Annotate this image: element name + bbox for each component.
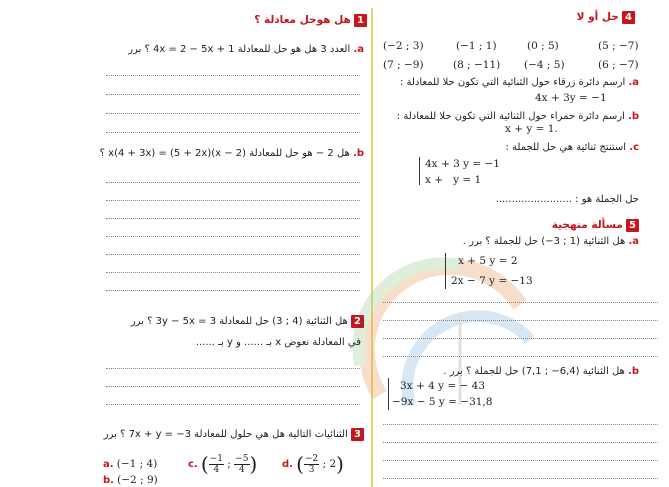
section-2-number: 2: [351, 315, 364, 328]
question-1a: [128, 44, 364, 55]
answer-line: [383, 442, 658, 443]
option-3a-marker: a.: [103, 459, 114, 470]
pair-row1-2: (−1 ; 1): [456, 40, 497, 52]
section-2-hint-text: في المعادلة نعوض x بـ ...... و y بـ ......: [195, 337, 361, 348]
option-3c-marker: c.: [188, 459, 198, 470]
answer-line: [383, 356, 658, 357]
section-2-heading: [131, 315, 364, 328]
option-3d-value2: 2: [329, 458, 337, 470]
answer-line: [106, 254, 360, 255]
section-3-text: الثنائيات التالية هل هي حلول للمعادلة 3− = 7x + y ؟ برر: [103, 429, 348, 440]
system-5b-eq2: −9x − 5 y = −31,8: [392, 396, 493, 408]
question-5a-text: هل الثنائية (1 ; 3−) حل للجملة ؟ برر .: [462, 236, 626, 247]
question-4a-marker: a.: [628, 77, 639, 88]
answer-line: [106, 386, 360, 387]
option-3d: d. ( $\frac{-2}{3}$ ; 2): [282, 452, 344, 476]
question-1b-text: هل 2 − هو حل للمعادلة (2 − x)(5 + 2x) = (4 + 3x)x ؟: [99, 148, 350, 159]
question-4b-marker: b.: [628, 111, 639, 122]
section-5-heading: [552, 219, 639, 232]
section-3-heading: [104, 428, 364, 441]
section-5-title: مسألة منهجية: [551, 219, 623, 231]
answer-line: [106, 75, 360, 76]
section-1-number: 1: [354, 14, 367, 27]
answer-line: [383, 338, 658, 339]
answer-line: [106, 368, 360, 369]
option-3b-marker: b.: [103, 475, 114, 486]
system-5b-eq1: 3x + 4 y = − 43: [400, 380, 485, 392]
answer-line: [106, 132, 360, 133]
option-3d-frac1: $\frac{-2}{3}$: [304, 453, 319, 475]
system-brace: [445, 253, 446, 289]
pair-row2-4: (6 ; −7): [598, 59, 639, 71]
answer-line: [106, 404, 360, 405]
section-2-text: هل الثنائية (4 ; 3) حل للمعادلة 3 = 3y − 5x ؟ برر: [130, 316, 348, 327]
system-4c-eq1: 4x + 3 y = −1: [425, 158, 500, 170]
section-1-heading: [254, 14, 367, 27]
answer-line: [106, 182, 360, 183]
system-4c-eq2: x + y = 1: [425, 174, 482, 186]
pair-row1-1: (−2 ; 3): [383, 40, 424, 52]
pair-row2-2: (8 ; −11): [453, 59, 501, 71]
question-5b: [443, 366, 639, 377]
question-4c-text: استنتج ثنائية هي حل للجملة :: [505, 142, 627, 153]
question-1b-marker: b.: [353, 148, 364, 159]
question-4a-text: ارسم دائرة زرقاء حول الثنائية التي تكون حلا للمعادلة :: [399, 77, 626, 88]
section-1-title: هل هوحل معادلة ؟: [254, 14, 351, 26]
question-4c-answer: [496, 194, 639, 205]
answer-line: [106, 94, 360, 95]
section-3-number: 3: [351, 428, 364, 441]
question-5a-marker: a.: [628, 236, 639, 247]
question-4c-answer-text: حل الجملة هو : ........................: [495, 194, 639, 205]
pair-row2-1: (7 ; −9): [383, 59, 424, 71]
section-4-title: حل أو لا: [576, 11, 619, 23]
option-3d-marker: d.: [282, 459, 293, 470]
option-3c: c. ( $\frac{-1}{4}$ ; $\frac{-5}{4}$ ): [188, 452, 258, 476]
answer-line: [106, 218, 360, 219]
option-3c-frac1: $\frac{-1}{4}$: [209, 453, 224, 475]
system-brace: [388, 378, 389, 410]
question-4b-equation: x + y = 1.: [505, 123, 558, 135]
question-5b-text: هل الثنائية (6,4− ; 7,1) حل للجملة ؟ برر .: [443, 366, 625, 377]
system-5a-eq2: 2x − 7 y = −13: [451, 275, 533, 287]
question-1a-marker: a.: [353, 44, 364, 55]
option-3a: [103, 458, 157, 470]
section-5-number: 5: [626, 219, 639, 232]
pair-row1-4: (5 ; −7): [598, 40, 639, 52]
question-4c-marker: c.: [629, 142, 639, 153]
answer-line: [106, 113, 360, 114]
question-1b: [100, 148, 364, 159]
pair-row1-3: (0 ; 5): [527, 40, 559, 52]
option-3a-value: (−1 ; 4): [116, 458, 158, 470]
answer-line: [106, 272, 360, 273]
question-1a-text: العدد 3 هل هو حل للمعادلة 1 + 4x = 2 − 5x ؟ برر: [128, 44, 351, 55]
section-4-number: 4: [622, 11, 635, 24]
question-4b: [397, 111, 639, 122]
answer-line: [106, 290, 360, 291]
question-4a-equation: 4x + 3y = −1: [535, 92, 607, 104]
question-4c: [505, 142, 639, 153]
system-brace: [419, 157, 420, 185]
section-2-hint: [196, 337, 361, 348]
section-4-heading: [577, 11, 635, 24]
answer-line: [383, 478, 658, 479]
answer-line: [383, 320, 658, 321]
option-3b: [103, 474, 158, 486]
answer-line: [383, 302, 658, 303]
answer-line: [106, 236, 360, 237]
system-5a-eq1: x + 5 y = 2: [458, 255, 518, 267]
answer-line: [106, 200, 360, 201]
option-3c-frac2: $\frac{-5}{4}$: [235, 453, 249, 475]
pair-row2-3: (−4 ; 5): [524, 59, 565, 71]
answer-line: [383, 460, 658, 461]
question-4b-text: ارسم دائرة حمراء حول الثنائية التي تكون حلا للمعادلة :: [396, 111, 625, 122]
option-3b-value: (−2 ; 9): [117, 474, 158, 486]
question-4a: [400, 77, 639, 88]
question-5a: [463, 236, 639, 247]
answer-line: [383, 424, 658, 425]
question-5b-marker: b.: [628, 366, 639, 377]
